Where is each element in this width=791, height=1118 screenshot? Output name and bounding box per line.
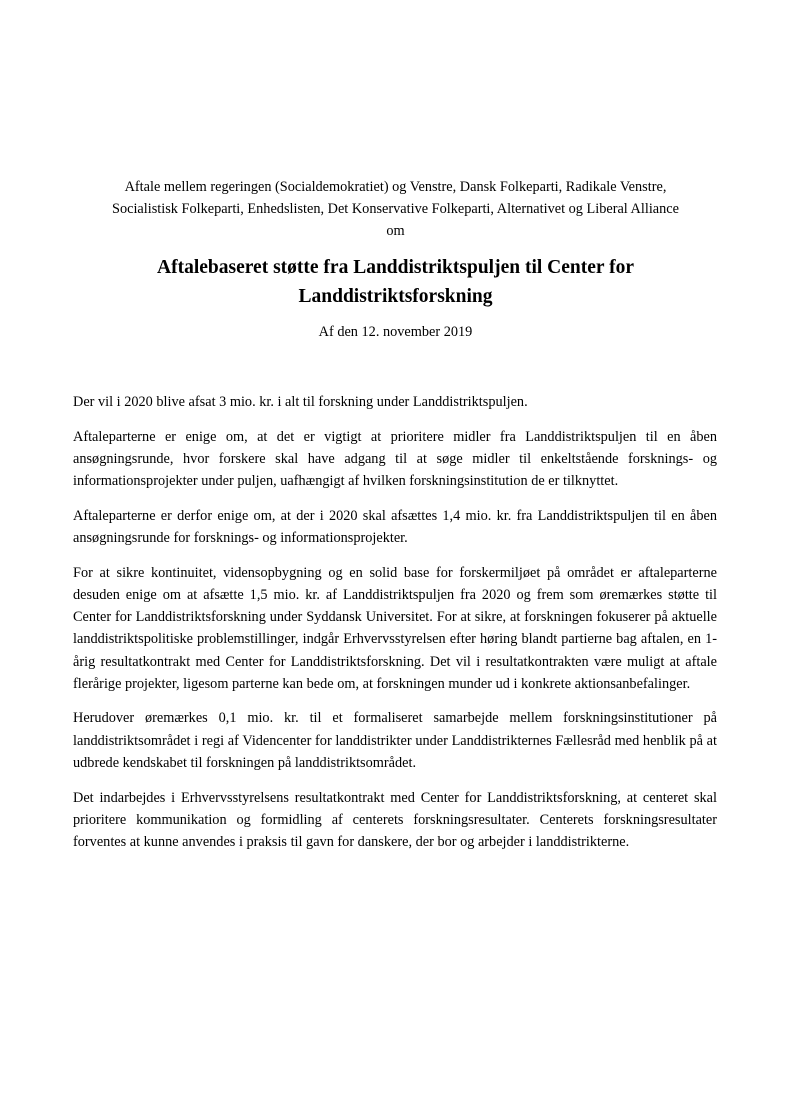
document-body	[73, 391, 717, 866]
body-paragraph: Herudover øremærkes 0,1 mio. kr. til et formaliseret samarbejde mellem forskningsinstitutioner på landdistriktsområdet i regi af Videncenter for landdistrikter under Landdistrikternes Fællesråd med henblik på at udbrede kendskabet til forskningen på landdistriktsområdet.	[73, 710, 717, 771]
intro-line: Aftale mellem regeringen (Socialdemokratiet) og Venstre, Dansk Folkeparti, Radikale Venstre,	[124, 179, 667, 195]
agreement-parties-intro	[60, 176, 731, 242]
body-paragraph: For at sikre kontinuitet, vidensopbygning og en solid base for forskermiljøet på området er aftaleparterne desuden enige om at afsætte 1,5 mio. kr. af Landdistriktspuljen fra 2020 og frem som øremærkes støtte til Center for Landdistriktsforskning under Syddansk Universitet. For at sikre, at forskningen fokuserer på aktuelle landdistriktspolitiske problemstillinger, indgår Erhvervsstyrelsen efter høring blandt partierne bag aftalen, en 1-årig resultatkontrakt med Center for Landdistriktsforskning. Det vil i resultatkontrakten være muligt at aftale flerårige projekter, ligesom parterne kan bede om, at forskningen munder ud i konkrete aktionsanbefalinger.	[73, 564, 717, 692]
body-paragraph: Der vil i 2020 blive afsat 3 mio. kr. i alt til forskning under Landdistriktspuljen.	[73, 394, 528, 410]
document-title: Aftalebaseret støtte fra Landdistriktspuljen til Center for Landdistriktsforskning	[157, 257, 634, 307]
body-paragraph: Det indarbejdes i Erhvervsstyrelsens resultatkontrakt med Center for Landdistriktsforskning, at centeret skal prioritere kommunikation og formidling af centerets forskningsresultater. Centerets forskningsresultater forventes at kunne anvendes i praksis til gavn for danskere, der bor og arbejder i landdistrikterne.	[73, 789, 717, 850]
body-paragraph: Aftaleparterne er derfor enige om, at der i 2020 skal afsættes 1,4 mio. kr. fra Landdistriktspuljen til en åben ansøgningsrunde for forsknings- og informationsprojekter.	[73, 507, 717, 547]
intro-line: om	[386, 223, 405, 239]
intro-line: Socialistisk Folkeparti, Enhedslisten, Det Konservative Folkeparti, Alternativet og Liberal Alliance	[112, 201, 679, 217]
document-date: Af den 12. november 2019	[318, 324, 473, 340]
body-paragraph: Aftaleparterne er enige om, at det er vigtigt at prioritere midler fra Landdistriktspuljen til en åben ansøgningsrunde, hvor forskere skal have adgang til at søge midler til enkeltstående forsknings- og informationsprojekter under puljen, uafhængigt af hvilken forskningsinstitution de er tilknyttet.	[73, 428, 717, 490]
